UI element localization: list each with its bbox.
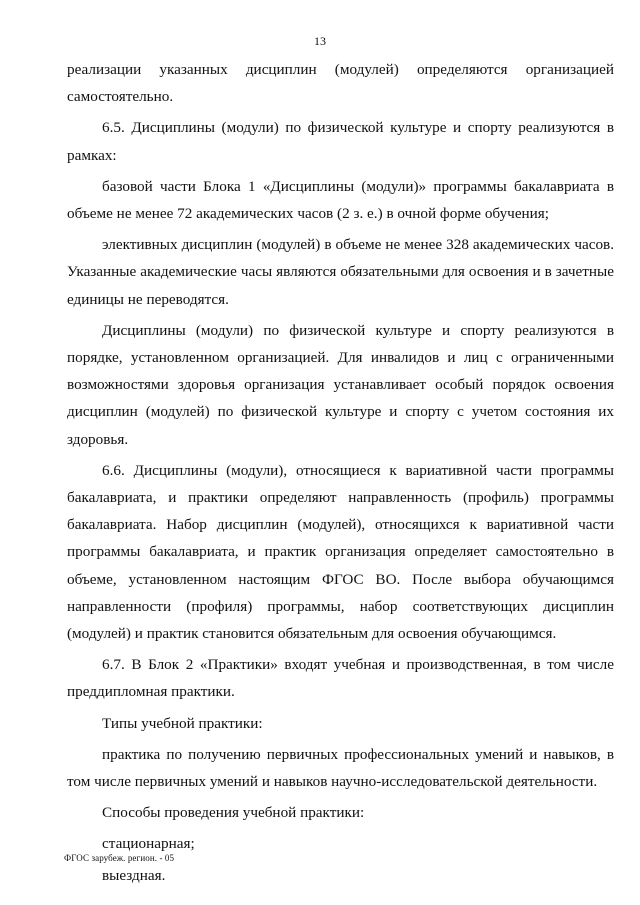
paragraph: Способы проведения учебной практики: — [102, 804, 365, 822]
paragraph: 6.5. Дисциплины (модули) по физической культуре и спорту реализуются в рамках: — [67, 119, 614, 164]
paragraph: стационарная; — [102, 835, 195, 853]
paragraph: 6.6. Дисциплины (модули), относящиеся к вариативной части программы бакалавриата, и практики определяют направленность (профиль) программы бакалавриата. Набор дисциплин (модулей), относящихся к вариативной части программы бакалавриата, и практик организация определяет самостоятельно в объеме, установленном настоящим ФГОС ВО. После выбора обучающимся направленности (профиля) программы, набор соответствующих дисциплин (модулей) и практик становится обязательным для освоения обучающимся. — [67, 461, 614, 643]
paragraph: Дисциплины (модули) по физической культуре и спорту реализуются в порядке, установленном организацией. Для инвалидов и лиц с ограниченными возможностями здоровья организация устанавливает особый порядок освоения дисциплин (модулей) по физической культуре и спорту с учетом состояния их здоровья. — [67, 321, 614, 448]
paragraph: выездная. — [102, 866, 166, 884]
paragraph: реализации указанных дисциплин (модулей) определяются организацией самостоятельно. — [67, 61, 614, 106]
footer-note: ФГОС зарубеж. регион. - 05 — [64, 853, 175, 863]
paragraph: 6.7. В Блок 2 «Практики» входят учебная и производственная, в том числе преддипломная практики. — [67, 656, 614, 701]
paragraph: базовой части Блока 1 «Дисциплины (модули)» программы бакалавриата в объеме не менее 72 академических часов (2 з. е.) в очной форме обучения; — [67, 177, 614, 223]
paragraph: Типы учебной практики: — [102, 714, 263, 732]
paragraph: практика по получению первичных профессиональных умений и навыков, в том числе первичных умений и навыков научно-исследовательской деятельности. — [67, 745, 614, 791]
document-body — [67, 56, 614, 889]
page-number: 13 — [314, 34, 326, 48]
paragraph: элективных дисциплин (модулей) в объеме не менее 328 академических часов. Указанные академические часы являются обязательными для освоения и в зачетные единицы не переводятся. — [67, 236, 614, 308]
